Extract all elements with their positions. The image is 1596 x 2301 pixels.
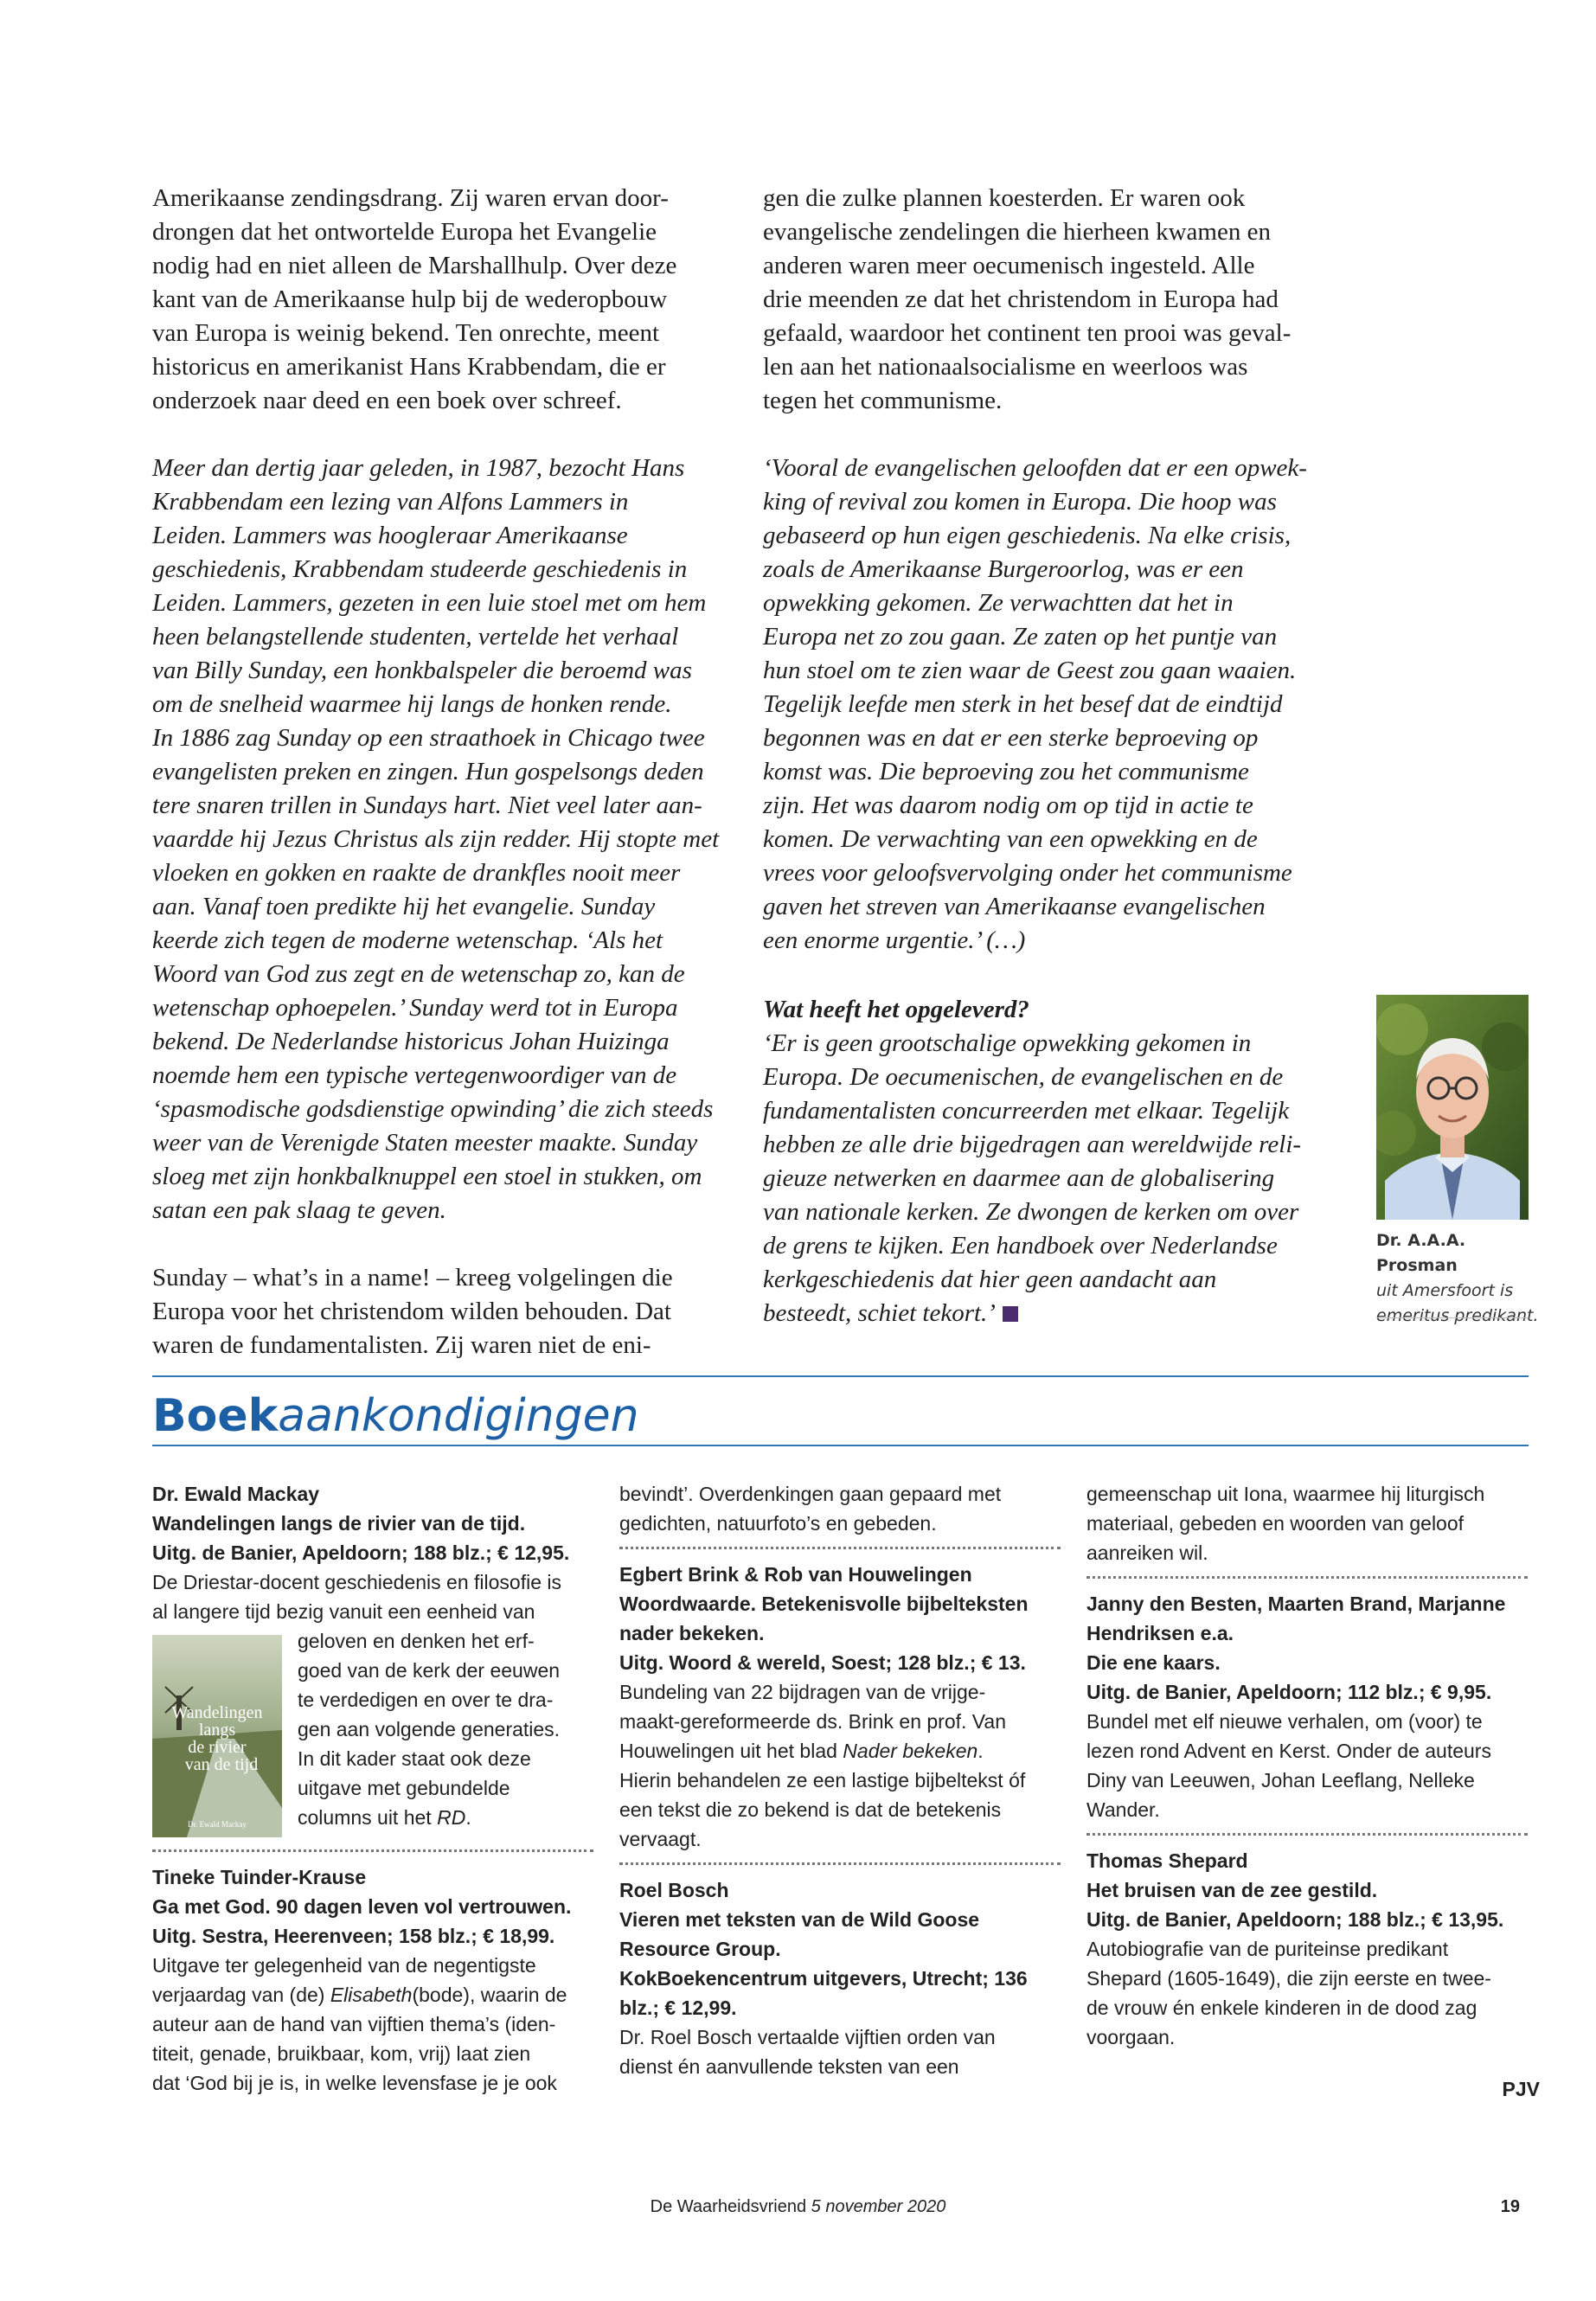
dotted-divider bbox=[619, 1862, 1061, 1865]
author-description: uit Amersfoort is bbox=[1376, 1281, 1514, 1300]
dotted-divider bbox=[152, 1849, 593, 1852]
book-cover-title: Wandelingen bbox=[171, 1703, 263, 1722]
article-paragraph: gen die zulke plannen koesterden. Er waren ook evangelische zendelingen die hierheen kwamen en anderen waren meer oecumenisch ingesteld. Alle drie meenden ze dat het christendom in Europa had gefaald, waardoor het continent ten prooi was geval- len aan het nationaalsocialisme en weerloos was tegen het communisme. bbox=[763, 184, 1292, 414]
dotted-divider bbox=[1086, 1576, 1528, 1579]
article-quote: ‘Vooral de evangelischen geloofden dat er een opwek- king of revival zou komen in Europa. Die hoop was gebaseerd op hun eigen geschiedenis. Na elke crisis, zoals de Amerikaanse Burgeroorlog, was er een opwekking gekomen. Ze verwachtten dat het in Europa net zo zou gaan. Ze zaten op het puntje van hun stoel om te zien waar de Geest zou gaan waaien. Tegelijk leefde men sterk in het besef dat de eindtijd begonnen was en dat er een sterke beproeving op komst was. Die beproeving zou het communisme zijn. Het was daarom nodig om op tijd in actie te komen. De verwachting van een opwekking en de vrees voor geloofsvervolging onder het communisme gaven het streven van Amerikaanse evangelischen een enorme urgentie.’ (…) bbox=[763, 454, 1307, 954]
book-announcement bbox=[619, 1560, 1061, 1854]
book-text: Bundel met elf nieuwe verhalen, om (voor) te lezen rond Advent en Kerst. Onder de auteurs Diny van Leeuwen, Johan Leeflang, Nelleke Wander. bbox=[1086, 1710, 1491, 1821]
book-author: Tineke Tuinder-Krause bbox=[152, 1866, 367, 1888]
page-number: 19 bbox=[1500, 2197, 1520, 2216]
book-author: Dr. Ewald Mackay bbox=[152, 1483, 320, 1505]
book-publisher: Uitg. Woord & wereld, Soest; 128 blz.; € 13. bbox=[619, 1651, 1026, 1674]
book-cover-image bbox=[152, 1635, 282, 1837]
article-column-2 bbox=[763, 182, 1344, 958]
caption-divider bbox=[1376, 1317, 1529, 1318]
reviewer-signature: PJV bbox=[1502, 2078, 1540, 2100]
book-text: Dr. Roel Bosch vertaalde vijftien orden van dienst én aanvullende teksten van een bbox=[619, 2026, 996, 2078]
book-text: geloven en denken het erf- goed van de kerk der eeuwen te verdedigen en over te dra- gen aan volgende generaties. In dit kader staat ook deze uitgave met gebundelde columns uit het RD. bbox=[298, 1630, 561, 1829]
book-title: Vieren met teksten van de Wild Goose Resource Group. bbox=[619, 1908, 980, 1960]
book-cover-title: de rivier bbox=[188, 1738, 247, 1757]
book-announcement bbox=[619, 1875, 1061, 2081]
book-author: Egbert Brink & Rob van Houwelingen bbox=[619, 1563, 972, 1586]
book-announcement bbox=[152, 1862, 593, 2098]
book-author: Roel Bosch bbox=[619, 1879, 729, 1901]
books-column-1 bbox=[152, 1479, 593, 2098]
book-text: gemeenschap uit Iona, waarmee hij liturgisch materiaal, gebeden en woorden van geloof aanreiken wil. bbox=[1086, 1483, 1485, 1564]
author-caption bbox=[1376, 1228, 1549, 1329]
article-column-1 bbox=[152, 182, 723, 1362]
book-title: Ga met God. 90 dagen leven vol vertrouwen. bbox=[152, 1895, 572, 1918]
book-text: Uitgave ter gelegenheid van de negentigste verjaardag van (de) Elisabeth(bode), waarin de auteur aan de hand van vijftien thema’s (iden- titeit, genade, bruikbaar, kom, vrij) laat zien dat ‘God bij je is, in welke levensfase je je ook bbox=[152, 1954, 567, 2094]
end-mark bbox=[1003, 1306, 1018, 1322]
section-rule-top bbox=[152, 1375, 1529, 1377]
author-name: Dr. A.A.A. Prosman bbox=[1376, 1231, 1466, 1275]
book-publisher: KokBoekencentrum uitgevers, Utrecht; 136 blz.; € 12,99. bbox=[619, 1967, 1028, 2019]
book-announcement bbox=[1086, 1589, 1528, 1824]
book-publisher: Uitg. de Banier, Apeldoorn; 188 blz.; € 12,95. bbox=[152, 1541, 570, 1564]
section-rule-bottom bbox=[152, 1445, 1529, 1446]
book-cover-title: van de tijd bbox=[184, 1755, 259, 1774]
book-text: Bundeling van 22 bijdragen van de vrijge- maakt-gereformeerde ds. Brink en prof. Van Houwelingen uit het blad Nader bekeken. Hierin behandelen ze een lastige bijbeltekst óf een tekst die zo bekend is dat de betekenis vervaagt. bbox=[619, 1681, 1026, 1850]
book-title: Wandelingen langs de rivier van de tijd. bbox=[152, 1512, 526, 1535]
book-cover-author: Dr. Ewald Mackay bbox=[188, 1820, 247, 1829]
book-publisher: Uitg. de Banier, Apeldoorn; 188 blz.; € 13,95. bbox=[1086, 1908, 1504, 1931]
book-author: Janny den Besten, Maarten Brand, Marjanne Hendriksen e.a. bbox=[1086, 1593, 1506, 1644]
author-photo bbox=[1376, 995, 1529, 1220]
page-footer bbox=[0, 2197, 1596, 2217]
dotted-divider bbox=[1086, 1833, 1528, 1836]
book-title: Woordwaarde. Betekenisvolle bijbelteksten nader bekeken. bbox=[619, 1593, 1029, 1644]
book-announcement bbox=[1086, 1846, 1528, 2052]
book-author: Thomas Shepard bbox=[1086, 1849, 1248, 1872]
book-publisher: Uitg. Sestra, Heerenveen; 158 blz.; € 18,99. bbox=[152, 1925, 555, 1947]
books-column-2 bbox=[619, 1479, 1061, 2081]
article-quote: ‘Er is geen grootschalige opwekking gekomen in Europa. De oecumenischen, de evangelischen en de fundamentalisten concurreerden met elkaar. Tegelijk hebben ze alle drie bijgedragen aan wereldwijde reli- gieuze netwerken en daarmee aan de globalisering van nationale kerken. Ze dwongen de kerken om over de grens te kijken. Een handboek over Nederlandse kerkgeschiedenis dat hier geen aandacht aan besteedt, schiet tekort.’ bbox=[763, 1029, 1302, 1327]
article-column-2-end bbox=[763, 993, 1347, 1330]
author-description: emeritus predikant. bbox=[1376, 1306, 1539, 1325]
book-text: Autobiografie van de puriteinse predikant Shepard (1605-1649), die zijn eerste en twee- de vrouw én enkele kinderen in de dood zag voorgaan. bbox=[1086, 1938, 1491, 2048]
book-title: Die ene kaars. bbox=[1086, 1651, 1221, 1674]
article-paragraph: Amerikaanse zendingsdrang. Zij waren ervan door- drongen dat het ontwortelde Europa het Evangelie nodig had en niet alleen de Marshallhulp. Over deze kant van de Amerikaanse hulp bij de wederopbouw van Europa is weinig bekend. Ten onrechte, meent historicus en amerikanist Hans Krabbendam, die er onderzoek naar deed en een boek over schreef. bbox=[152, 184, 677, 414]
article-paragraph-italic: Meer dan dertig jaar geleden, in 1987, bezocht Hans Krabbendam een lezing van Alfons Lammers in Leiden. Lammers was hoogleraar Amerikaanse geschiedenis, Krabbendam studeerde geschiedenis in Leiden. Lammers, gezeten in een luie stoel met om hem heen belangstellende studenten, vertelde het verhaal van Billy Sunday, een honkbalspeler die beroemd was om de snelheid waarmee hij langs de honken rende. In 1886 zag Sunday op een straathoek in Chicago twee evangelisten preken en zingen. Hun gospelsongs deden tere snaren trillen in Sundays hart. Niet veel later aan- vaardde hij Jezus Christus als zijn redder. Hij stopte met vloeken en gokken en raakte de drankfles nooit meer aan. Vanaf toen predikte hij het evangelie. Sunday keerde zich tegen de moderne wetenschap. ‘Als het Woord van God zus zegt en de wetenschap zo, kan de wetenschap ophoepelen.’ Sunday werd tot in Europa bekend. De Nederlandse historicus Johan Huizinga noemde hem een typische vertegenwoordiger van de ‘spasmodische godsdienstige opwinding’ die zich steeds weer van de Verenigde Staten meester maakte. Sunday sloeg met zijn honkbalknuppel een stoel in stukken, om satan een pak slaag te geven. bbox=[152, 454, 720, 1224]
magazine-name: De Waarheidsvriend bbox=[650, 2197, 807, 2216]
article-subheading: Wat heeft het opgeleverd? bbox=[763, 996, 1029, 1023]
dotted-divider bbox=[619, 1547, 1061, 1549]
book-publisher: Uitg. de Banier, Apeldoorn; 112 blz.; € 9,95. bbox=[1086, 1681, 1492, 1703]
article-paragraph: Sunday – what’s in a name! – kreeg volgelingen die Europa voor het christendom wilden behouden. Dat waren de fundamentalisten. Zij waren niet de eni- bbox=[152, 1264, 673, 1359]
book-text: De Driestar-docent geschiedenis en filosofie is al langere tijd bezig vanuit een eenheid van bbox=[152, 1571, 562, 1623]
issue-date: 5 november 2020 bbox=[811, 2197, 946, 2216]
book-cover-title: langs bbox=[198, 1721, 236, 1740]
book-text: bevindt’. Overdenkingen gaan gepaard met gedichten, natuurfoto’s en gebeden. bbox=[619, 1483, 1002, 1535]
section-title: Boekaankondigingen bbox=[152, 1390, 639, 1442]
book-announcement bbox=[152, 1479, 593, 1841]
book-title: Het bruisen van de zee gestild. bbox=[1086, 1879, 1378, 1901]
books-column-3 bbox=[1086, 1479, 1528, 2052]
